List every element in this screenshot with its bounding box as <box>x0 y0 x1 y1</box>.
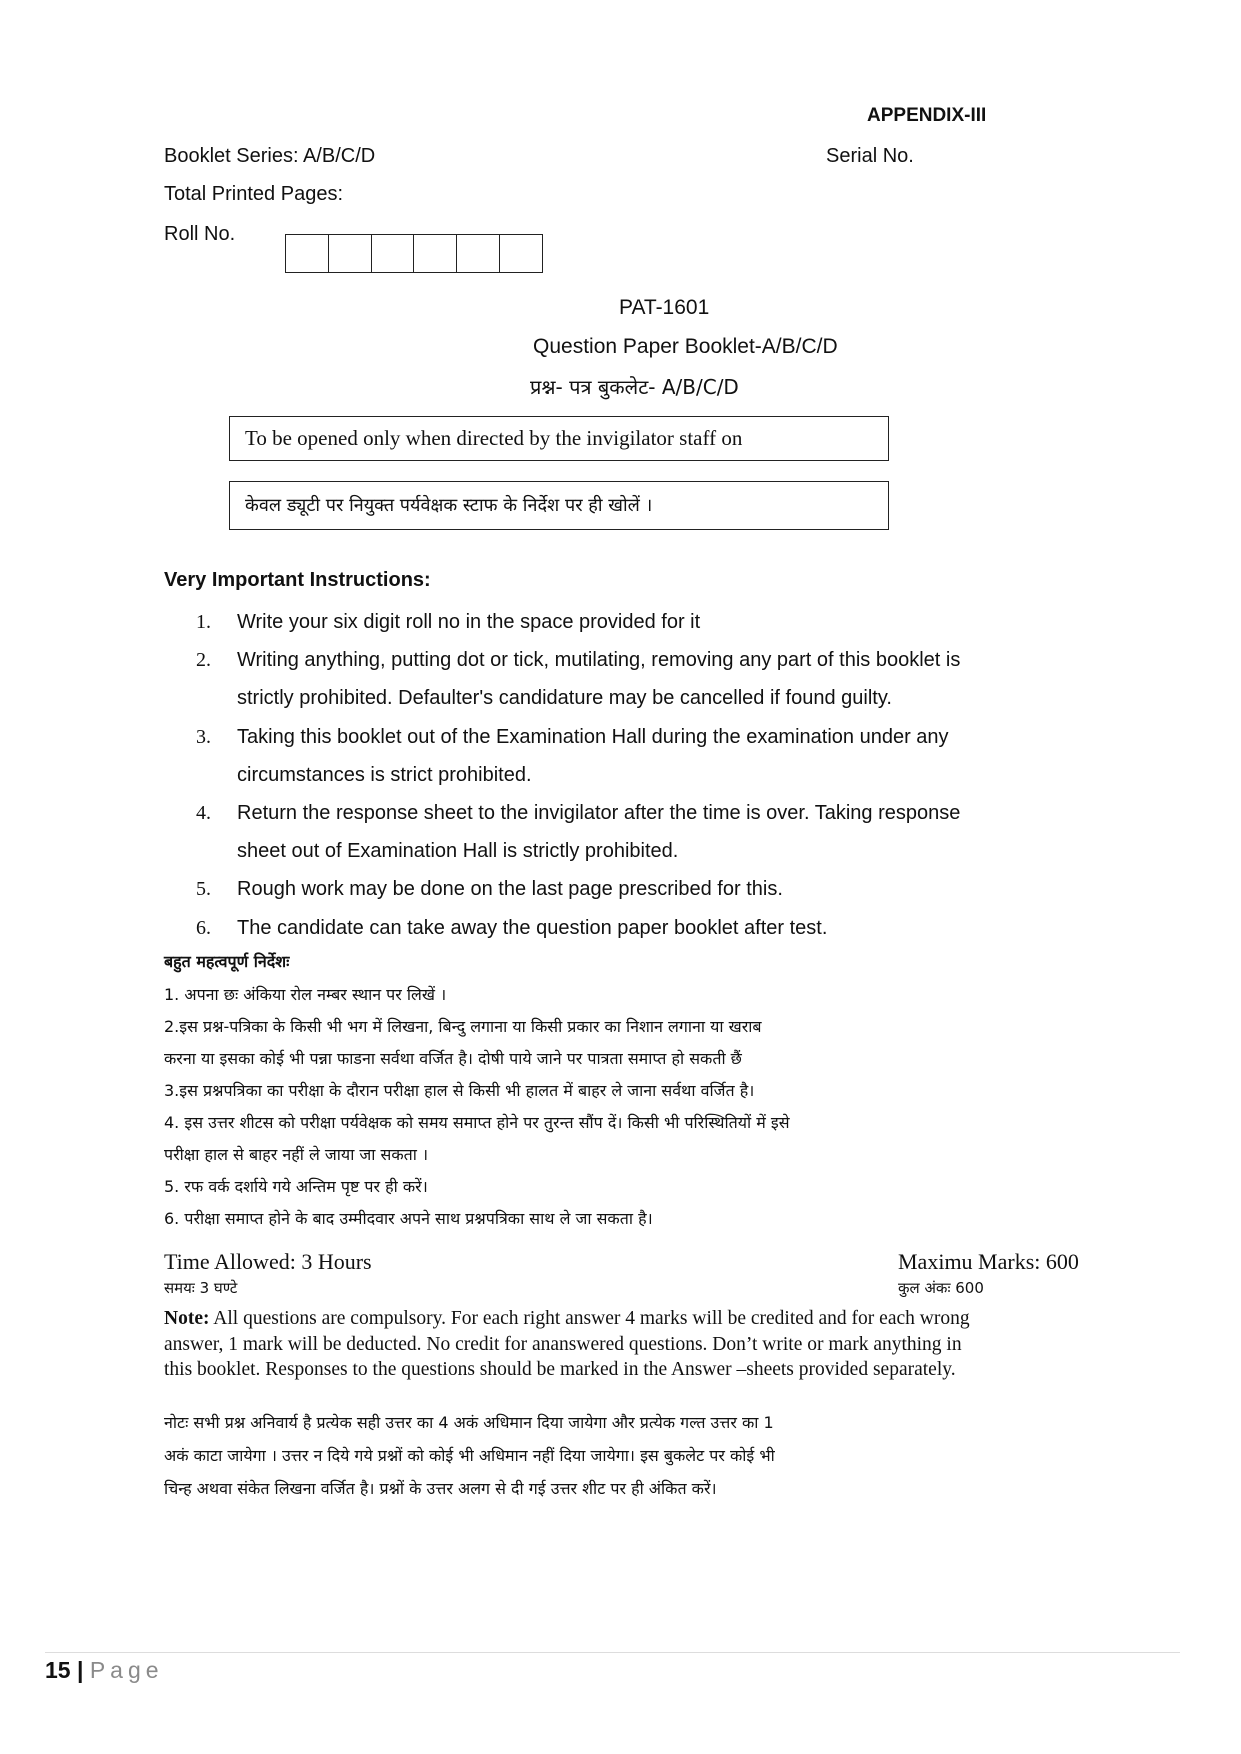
note-text: All questions are compulsory. For each right answer 4 marks will be credited and for each wrong <box>209 1308 970 1329</box>
note-hindi-line: चिन्ह अथवा संकेत लिखना वर्जित है। प्रश्नों के उत्तर अलग से दी गई उत्तर शीट पर ही अंकित करें। <box>164 1479 717 1498</box>
open-instruction-text: To be opened only when directed by the invigilator staff on <box>245 426 743 450</box>
paper-code: PAT-1601 <box>619 296 710 319</box>
instruction-number: 5. <box>196 878 211 901</box>
time-allowed: Time Allowed: 3 Hours <box>164 1249 372 1274</box>
total-printed-pages-label: Total Printed Pages: <box>164 183 343 205</box>
maximum-marks-hindi: कुल अंकः 600 <box>898 1279 984 1297</box>
note-hindi-line: अकं काटा जायेगा । उत्तर न दिये गये प्रश्नों को कोई भी अधिमान नहीं दिया जायेगा। इस बुकलेट पर कोई भी <box>164 1446 775 1465</box>
instruction-text: strictly prohibited. Defaulter's candidature may be cancelled if found guilty. <box>237 687 892 710</box>
hindi-instruction-line: 6. परीक्षा समाप्त होने के बाद उम्मीदवार अपने साथ प्रश्नपत्रिका साथ ले जा सकता है। <box>164 1209 653 1228</box>
note-line <box>164 1306 1164 1332</box>
booklet-title: Question Paper Booklet-A/B/C/D <box>533 335 838 358</box>
instruction-text: Writing anything, putting dot or tick, mutilating, removing any part of this booklet is <box>237 649 961 672</box>
instruction-text: Rough work may be done on the last page prescribed for this. <box>237 878 783 901</box>
roll-digit-box[interactable] <box>329 235 372 272</box>
instructions-heading: Very Important Instructions: <box>164 569 431 591</box>
instruction-number: 2. <box>196 649 211 672</box>
note-hindi-line: नोटः सभी प्रश्न अनिवार्य है प्रत्येक सही उत्तर का 4 अकं अधिमान दिया जायेगा और प्रत्येक गल्त उत्तर का 1 <box>164 1413 774 1432</box>
instruction-text: The candidate can take away the question paper booklet after test. <box>237 916 828 939</box>
instruction-number: 6. <box>196 916 211 939</box>
serial-no-label: Serial No. <box>826 145 914 167</box>
instruction-text: sheet out of Examination Hall is strictly prohibited. <box>237 840 679 863</box>
page-number: 15 <box>45 1657 71 1683</box>
hindi-instruction-line: करना या इसका कोई भी पन्ना फाडना सर्वथा वर्जित है। दोषी पाये जाने पर पात्रता समाप्त हो सकती छैं <box>164 1049 742 1068</box>
instruction-number: 3. <box>196 725 211 748</box>
roll-digit-box[interactable] <box>457 235 500 272</box>
hindi-instruction-line: 4. इस उत्तर शीटस को परीक्षा पर्यवेक्षक को समय समाप्त होने पर तुरन्त सौंप दें। किसी भी परिस्थितियों में इसे <box>164 1113 790 1132</box>
instruction-text: Write your six digit roll no in the space provided for it <box>237 611 701 633</box>
roll-digit-box[interactable] <box>372 235 415 272</box>
hindi-instructions-list <box>164 983 1164 1239</box>
instruction-text: Taking this booklet out of the Examination Hall during the examination under any <box>237 725 949 748</box>
roll-digit-box[interactable] <box>286 235 329 272</box>
footer-divider <box>45 1652 1180 1653</box>
hindi-instruction-line: 5. रफ वर्क दर्शाये गये अन्तिम पृष्ट पर ही करें। <box>164 1177 428 1196</box>
roll-digit-box[interactable] <box>414 235 457 272</box>
note-hindi <box>164 1406 1164 1505</box>
hindi-instruction-line: 1. अपना छः अंकिया रोल नम्बर स्थान पर लिखें । <box>164 985 447 1004</box>
hindi-instruction-line: 2.इस प्रश्न-पत्रिका के किसी भी भग में लिखना, बिन्दु लगाना या किसी प्रकार का निशान लगाना या खराब <box>164 1017 762 1036</box>
open-instruction-text-hindi: केवल ड्यूटी पर नियुक्त पर्यवेक्षक स्टाफ के निर्देश पर ही खोलें । <box>245 495 653 516</box>
note-line: this booklet. Responses to the questions should be marked in the Answer –sheets provided separately. <box>164 1359 956 1380</box>
note-line: answer, 1 mark will be deducted. No credit for ananswered questions. Don’t write or mark anything in <box>164 1333 962 1355</box>
instruction-text: circumstances is strict prohibited. <box>237 763 532 786</box>
booklet-series: Booklet Series: A/B/C/D <box>164 145 376 167</box>
instruction-text: Return the response sheet to the invigilator after the time is over. Taking response <box>237 801 961 824</box>
booklet-title-hindi: प्रश्न- पत्र बुकलेट- A/B/C/D <box>530 375 739 399</box>
open-instruction-box-hindi <box>229 481 889 530</box>
page-separator: | <box>76 1657 84 1683</box>
page-word: Page <box>89 1657 164 1683</box>
open-instruction-box <box>229 416 889 461</box>
roll-digit-box[interactable] <box>500 235 542 272</box>
roll-no-boxes[interactable] <box>285 234 543 273</box>
hindi-instruction-line: परीक्षा हाल से बाहर नहीं ले जाया जा सकता । <box>164 1145 429 1164</box>
note-label: Note: <box>164 1308 210 1329</box>
time-allowed-hindi: समयः 3 घण्टे <box>164 1279 238 1297</box>
page-footer <box>45 1657 164 1684</box>
note-english <box>164 1306 1164 1383</box>
appendix-label: APPENDIX-III <box>867 105 987 126</box>
instruction-number: 1. <box>196 611 211 633</box>
hindi-instruction-line: 3.इस प्रश्नपत्रिका का परीक्षा के दौरान परीक्षा हाल से किसी भी हालत में बाहर ले जाना सर्वथा वर्जित है। <box>164 1081 755 1100</box>
maximum-marks: Maximu Marks: 600 <box>898 1249 1079 1274</box>
roll-no-label: Roll No. <box>164 223 236 245</box>
instruction-number: 4. <box>196 801 211 824</box>
hindi-instructions-heading: बहुत महत्वपूर्ण निर्देशः <box>164 952 290 971</box>
